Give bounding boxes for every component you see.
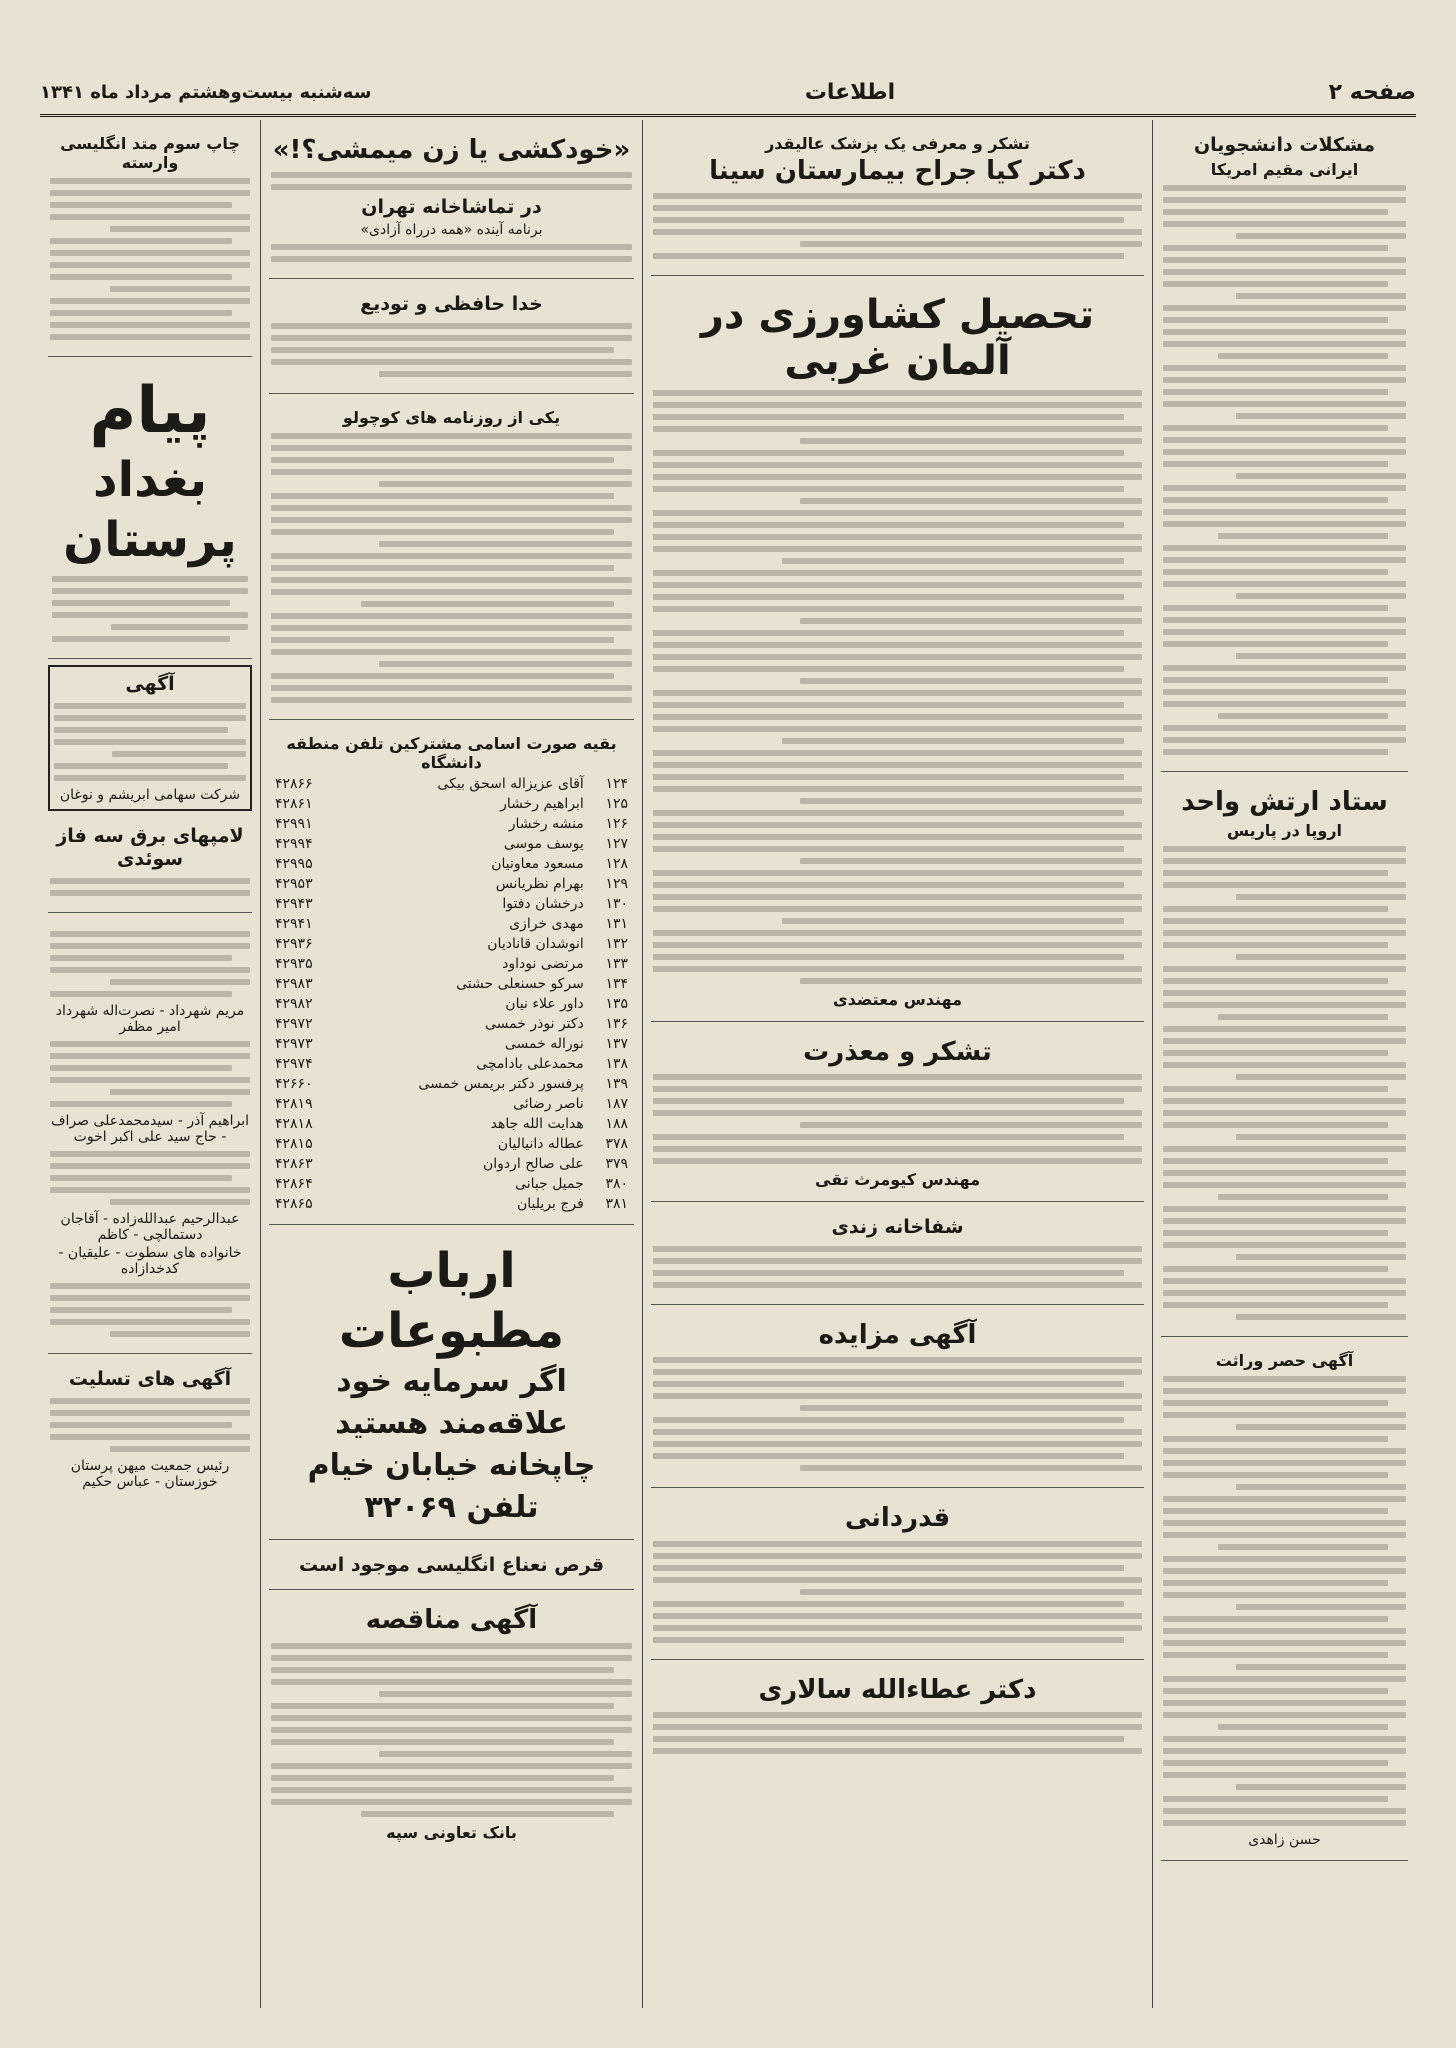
printing-line3: چاپخانه خیابان خیام	[307, 1447, 596, 1483]
tender-title: آگهی مناقصه	[365, 1605, 538, 1636]
staff-body	[1163, 846, 1406, 1320]
book-title: چاپ سوم متد انگلیسی وارسته	[60, 134, 240, 172]
phone-row	[271, 1074, 632, 1094]
page-number: صفحه ۲	[1328, 79, 1416, 105]
phone-row-name: علی صالح اردوان	[482, 1155, 584, 1172]
agri-title: تحصیل کشاورزی در آلمان غربی	[700, 292, 1095, 385]
theatre-title: «خودکشی یا زن میمشی؟!»	[272, 135, 631, 165]
farewell-body	[271, 323, 632, 377]
phone-row-tel: ۴۲۹۷۴	[275, 1055, 313, 1072]
phone-row-name: مسعود معاونیان	[491, 855, 584, 872]
mourning-names-2: ابراهیم آذر - سیدمحمدعلی صراف - حاج سید علی اکبر اخوت	[50, 1113, 250, 1146]
silk-notice	[48, 665, 252, 811]
issue-date: سه‌شنبه بیست‌وهشتم مرداد ماه ۱۳۴۱	[40, 81, 372, 103]
phone-row-tel: ۴۲۸۱۸	[275, 1115, 313, 1132]
printing-line2: اگر سرمایه خود علاقه‌مند هستید	[335, 1363, 568, 1441]
newspapers-title: یکی از روزنامه های کوچولو	[342, 407, 561, 427]
gratitude-title: قدردانی	[844, 1503, 951, 1534]
masthead	[40, 70, 1416, 117]
phone-row	[271, 914, 632, 934]
apology-article	[651, 1028, 1144, 1202]
phone-row-name: یوسف موسی	[503, 835, 584, 852]
phone-row-tel: ۴۲۸۶۵	[275, 1195, 313, 1212]
theatre-venue: در تماشاخانه تهران	[361, 196, 542, 219]
phone-row-number: ۱۳۹	[605, 1075, 628, 1092]
students-subtitle: ایرانی مقیم امریکا	[1210, 159, 1359, 179]
phone-row	[271, 854, 632, 874]
phone-row-number: ۱۲۸	[605, 855, 628, 872]
phone-row-name: آقای عزیزاله اسحق بیکی	[437, 775, 584, 792]
newspapers-body	[271, 433, 632, 703]
phone-row-tel: ۴۲۹۳۶	[275, 935, 313, 952]
mourning-names-3: عبدالرحیم عبدالله‌زاده - آقاجان دستمالچی - کاظم	[60, 1211, 240, 1244]
phone-row-tel: ۴۲۹۳۵	[275, 955, 313, 972]
column-3	[260, 120, 642, 2008]
mourning-names-1: مریم شهرداد - نصرت‌اله شهرداد امیر مظفر	[55, 1003, 245, 1036]
phone-row-name: مهدی خرازی	[509, 915, 584, 932]
pharmacy-title: شفاخانه زندی	[831, 1216, 964, 1239]
phone-row	[271, 1114, 632, 1134]
phones-title: بقیه صورت اسامی مشترکین تلفن منطقه دانشگاه	[286, 733, 617, 772]
mourning-body-1	[50, 931, 250, 997]
phone-row-name: دکتر نوذر خمسی	[485, 1015, 584, 1032]
phones-table	[271, 774, 632, 1214]
mint-ad	[269, 1546, 634, 1591]
inheritance-signature: حسن زاهدی	[1248, 1831, 1321, 1848]
phone-row-name: داور علاء نیان	[505, 995, 584, 1012]
phone-row-number: ۳۷۹	[605, 1155, 628, 1172]
phone-row	[271, 1094, 632, 1114]
phone-row-name: نوراله خمسی	[504, 1035, 584, 1052]
phone-row-tel: ۴۲۸۶۳	[275, 1155, 313, 1172]
farewell-notice	[269, 285, 634, 394]
students-body	[1163, 185, 1406, 755]
phone-row-number: ۱۳۵	[605, 995, 628, 1012]
phone-row	[271, 894, 632, 914]
mourning-body-4	[50, 1283, 250, 1337]
payam-line1: پیام	[89, 374, 211, 448]
thanks-article	[651, 126, 1144, 276]
phone-row-number: ۱۳۷	[605, 1035, 628, 1052]
printing-ad	[269, 1231, 634, 1540]
phone-row-number: ۱۳۳	[605, 955, 628, 972]
phone-row-number: ۱۲۶	[605, 815, 628, 832]
phone-row-number: ۱۳۰	[605, 895, 628, 912]
book-ad	[48, 126, 252, 357]
phone-row-tel: ۴۲۹۸۳	[275, 975, 313, 992]
agri-article	[651, 282, 1144, 1022]
phone-row-number: ۱۳۸	[605, 1055, 628, 1072]
phone-row	[271, 1194, 632, 1214]
phone-row	[271, 974, 632, 994]
theatre-cast	[271, 172, 632, 190]
phone-row-name: پرفسور دکتر بریمس خمسی	[418, 1075, 584, 1092]
phone-row-name: جمیل جبانی	[515, 1175, 584, 1192]
pharmacy-notice	[651, 1208, 1144, 1305]
phone-row-tel: ۴۲۹۹۱	[275, 815, 313, 832]
phone-row-tel: ۴۲۹۴۳	[275, 895, 313, 912]
phone-row	[271, 1034, 632, 1054]
book-body	[50, 178, 250, 340]
phone-row-name: فرج بریلیان	[516, 1195, 584, 1212]
students-article	[1161, 126, 1408, 772]
mourning-body-2	[50, 1041, 250, 1107]
inheritance-body	[1163, 1376, 1406, 1826]
thanks-title: تشکر و معرفی یک پزشک عالیقدر	[765, 134, 1030, 153]
phone-row-number: ۱۳۶	[605, 1015, 628, 1032]
mint-title: قرص نعناع انگلیسی موجود است	[298, 1553, 605, 1576]
paper-name: اطلاعات	[804, 79, 896, 105]
phone-row-tel: ۴۲۹۴۱	[275, 915, 313, 932]
phone-row-name: انوشدان قانادیان	[487, 935, 584, 952]
apology-body	[653, 1074, 1142, 1164]
staff-subtitle: اروپا در پاریس	[1226, 820, 1343, 840]
condolence-notices	[48, 1360, 252, 1502]
condolence-body	[50, 1398, 250, 1452]
phone-row-number: ۱۳۴	[605, 975, 628, 992]
doctor-body	[653, 1712, 1142, 1754]
tender-body	[271, 1643, 632, 1817]
phone-row	[271, 814, 632, 834]
phone-row-tel: ۴۲۸۱۵	[275, 1135, 313, 1152]
phone-row-number: ۱۲۵	[605, 795, 628, 812]
printing-line1: ارباب مطبوعات	[338, 1242, 565, 1359]
mourning-notices	[48, 919, 252, 1354]
tender-signature: بانک تعاونی سپه	[386, 1822, 517, 1842]
condolence-signature: رئیس جمعیت میهن پرستان خوزستان - عباس حکیم	[70, 1457, 230, 1490]
staff-title: ستاد ارتش واحد	[1181, 786, 1388, 817]
phone-row-name: منشه رخشار	[508, 815, 584, 832]
phone-row	[271, 1054, 632, 1074]
thanks-name: دکتر کیا جراح بیمارستان سینا	[709, 156, 1086, 186]
column-4	[40, 120, 260, 2008]
phone-row-name: عطاله دانیالیان	[497, 1135, 584, 1152]
phone-row-number: ۱۳۱	[605, 915, 628, 932]
phone-row-number: ۱۸۸	[605, 1115, 628, 1132]
pharmacy-body	[653, 1246, 1142, 1288]
agri-body	[653, 390, 1142, 984]
lamps-title: لامپهای برق سه فاز سوئدی	[56, 824, 244, 871]
phone-row-name: ناصر رضائی	[513, 1095, 584, 1112]
phone-row	[271, 1154, 632, 1174]
inheritance-notice	[1161, 1343, 1408, 1861]
phone-row-tel: ۴۲۹۵۳	[275, 875, 313, 892]
phone-row	[271, 1134, 632, 1154]
column-1	[1152, 120, 1416, 2008]
farewell-title: خدا حافظی و تودیع	[360, 292, 543, 315]
condolence-title: آگهی های تسلیت	[68, 1368, 232, 1391]
phone-row-number: ۱۳۲	[605, 935, 628, 952]
phone-row-number: ۱۲۴	[605, 775, 628, 792]
payam-body	[52, 576, 248, 642]
mourning-names-4: خانواده های سطوت - علیقیان - کدخدازاده	[58, 1245, 242, 1278]
phone-row-number: ۳۷۸	[605, 1135, 628, 1152]
lamps-body	[50, 878, 250, 896]
auction-title: آگهی مزایده	[818, 1320, 977, 1351]
apology-title: تشکر و معذرت	[803, 1037, 992, 1068]
payam-line2: بغداد پرستان	[63, 451, 237, 568]
theatre-body	[271, 244, 632, 262]
phone-row	[271, 1174, 632, 1194]
printing-phone: تلفن ۳۲۰۶۹	[364, 1489, 539, 1525]
students-title: مشکلات دانشجویان	[1193, 134, 1376, 156]
phone-row-tel: ۴۲۹۷۲	[275, 1015, 313, 1032]
phone-row-tel: ۴۲۸۶۶	[275, 775, 313, 792]
phone-row-tel: ۴۲۸۶۴	[275, 1175, 313, 1192]
phone-row	[271, 834, 632, 854]
auction-body	[653, 1357, 1142, 1471]
tender-notice	[269, 1596, 634, 1853]
theatre-ad	[269, 126, 634, 279]
gratitude-notice	[651, 1494, 1144, 1659]
phone-row-name: مرتضی نوداود	[502, 955, 584, 972]
payam-ad	[48, 363, 252, 659]
phone-row-number: ۱۲۷	[605, 835, 628, 852]
phone-row-number: ۱۲۹	[605, 875, 628, 892]
phone-row-tel: ۴۲۹۷۳	[275, 1035, 313, 1052]
notice-title: آگهی	[125, 672, 175, 695]
phone-row-number: ۱۸۷	[605, 1095, 628, 1112]
phone-row	[271, 874, 632, 894]
phone-row-name: درخشان دفتوا	[502, 895, 584, 912]
phone-row	[271, 774, 632, 794]
phone-row-name: محمدعلی بادامچی	[476, 1055, 584, 1072]
phone-row-name: بهرام نظریانس	[495, 875, 584, 892]
phone-row-name: هدایت الله جاهد	[490, 1115, 584, 1132]
notice-signature: شرکت سهامی ابریشم و نوغان	[59, 786, 241, 803]
agri-signature: مهندس معتضدی	[832, 990, 963, 1010]
inheritance-title: آگهی حصر وراثت	[1215, 1350, 1354, 1370]
phone-row-tel: ۴۲۶۶۰	[275, 1075, 313, 1092]
phone-row	[271, 794, 632, 814]
phone-row	[271, 934, 632, 954]
gratitude-body	[653, 1541, 1142, 1643]
phone-row-number: ۳۸۱	[605, 1195, 628, 1212]
theatre-next: برنامه آینده «همه درراه آزادی»	[360, 221, 543, 238]
phone-row	[271, 1014, 632, 1034]
lamps-ad	[48, 817, 252, 914]
phone-row-tel: ۴۲۹۸۲	[275, 995, 313, 1012]
phone-row-tel: ۴۲۸۱۹	[275, 1095, 313, 1112]
phone-row-tel: ۴۲۹۹۴	[275, 835, 313, 852]
phone-row	[271, 994, 632, 1014]
thanks-body	[653, 193, 1142, 259]
newspapers-article	[269, 400, 634, 720]
staff-article	[1161, 778, 1408, 1337]
phone-row-name: سرکو حسنعلی حشتی	[456, 975, 584, 992]
column-2	[642, 120, 1152, 2008]
phone-row	[271, 954, 632, 974]
phone-row-tel: ۴۲۹۹۵	[275, 855, 313, 872]
phones-list	[269, 726, 634, 1225]
apology-signature: مهندس کیومرث تقی	[815, 1170, 980, 1190]
auction-notice	[651, 1311, 1144, 1488]
notice-body	[54, 703, 246, 781]
doctor-title: دکتر عطاءالله سالاری	[758, 1674, 1037, 1705]
phone-row-tel: ۴۲۸۶۱	[275, 795, 313, 812]
phone-row-number: ۳۸۰	[605, 1175, 628, 1192]
phone-row-name: ابراهیم رخشار	[500, 795, 584, 812]
mourning-body-3	[50, 1151, 250, 1205]
doctor-notice	[651, 1666, 1144, 1770]
